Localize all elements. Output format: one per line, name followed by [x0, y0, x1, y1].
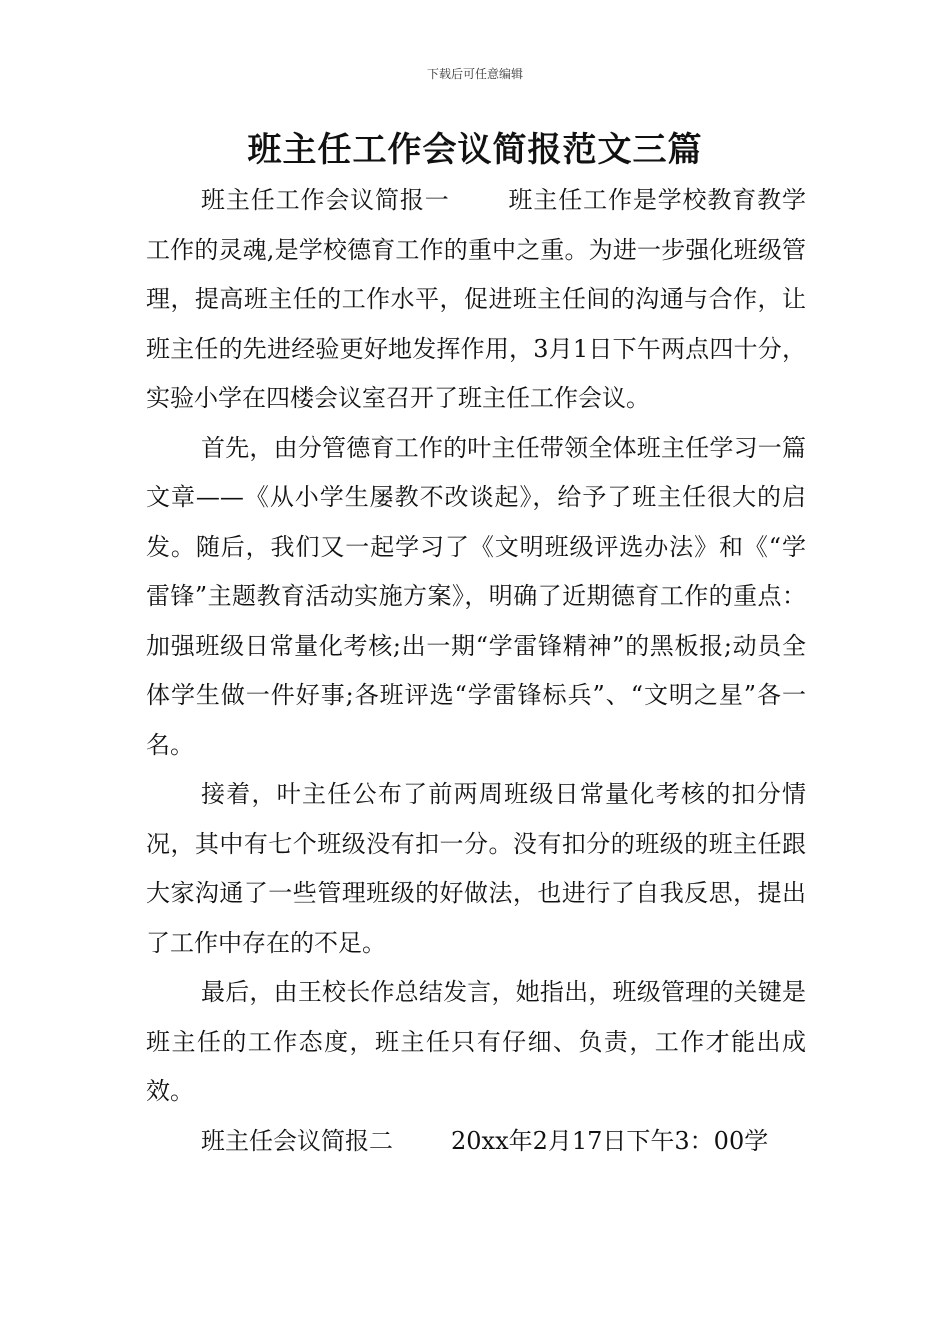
paragraph-1 — [146, 176, 806, 424]
paragraph-text: 20xx年2月17日下午3：00学 — [451, 1126, 769, 1155]
paragraph-2 — [146, 424, 806, 771]
paragraph-5 — [146, 1117, 806, 1167]
section-heading-2: 班主任会议简报二 — [201, 1126, 393, 1155]
document-title: 班主任工作会议简报范文三篇 — [247, 130, 703, 170]
document-body — [146, 176, 806, 1166]
paragraph-4 — [146, 968, 806, 1117]
paragraph-3 — [146, 770, 806, 968]
paragraph-text: 班主任工作是学校教育教学工作的灵魂,是学校德育工作的重中之重。为进一步强化班级管理，提高班主任的工作水平，促进班主任间的沟通与合作，让班主任的先进经验更好地发挥作用，3月1日下午两点四十分，实验小学在四楼会议室召开了班主任工作会议。 — [146, 186, 807, 412]
header-note: 下载后可任意编辑 — [426, 67, 523, 81]
paragraph-text: 最后，由王校长作总结发言，她指出，班级管理的关键是班主任的工作态度，班主任只有仔细、负责，工作才能出成效。 — [146, 978, 806, 1105]
paragraph-text: 首先，由分管德育工作的叶主任带领全体班主任学习一篇文章——《从小学生屡教不改谈起》，给予了班主任很大的启发。随后，我们又一起学习了《文明班级评选办法》和《“学雷锋”主题教育活动实施方案》，明确了近期德育工作的重点：加强班级日常量化考核;出一期“学雷锋精神”的黑板报;动员全体学生做一件好事;各班评选“学雷锋标兵”、“文明之星”各一名。 — [146, 433, 806, 759]
paragraph-text: 接着，叶主任公布了前两周班级日常量化考核的扣分情况，其中有七个班级没有扣一分。没有扣分的班级的班主任跟大家沟通了一些管理班级的好做法，也进行了自我反思，提出了工作中存在的不足。 — [146, 780, 806, 957]
section-heading-1: 班主任工作会议简报一 — [201, 186, 450, 214]
